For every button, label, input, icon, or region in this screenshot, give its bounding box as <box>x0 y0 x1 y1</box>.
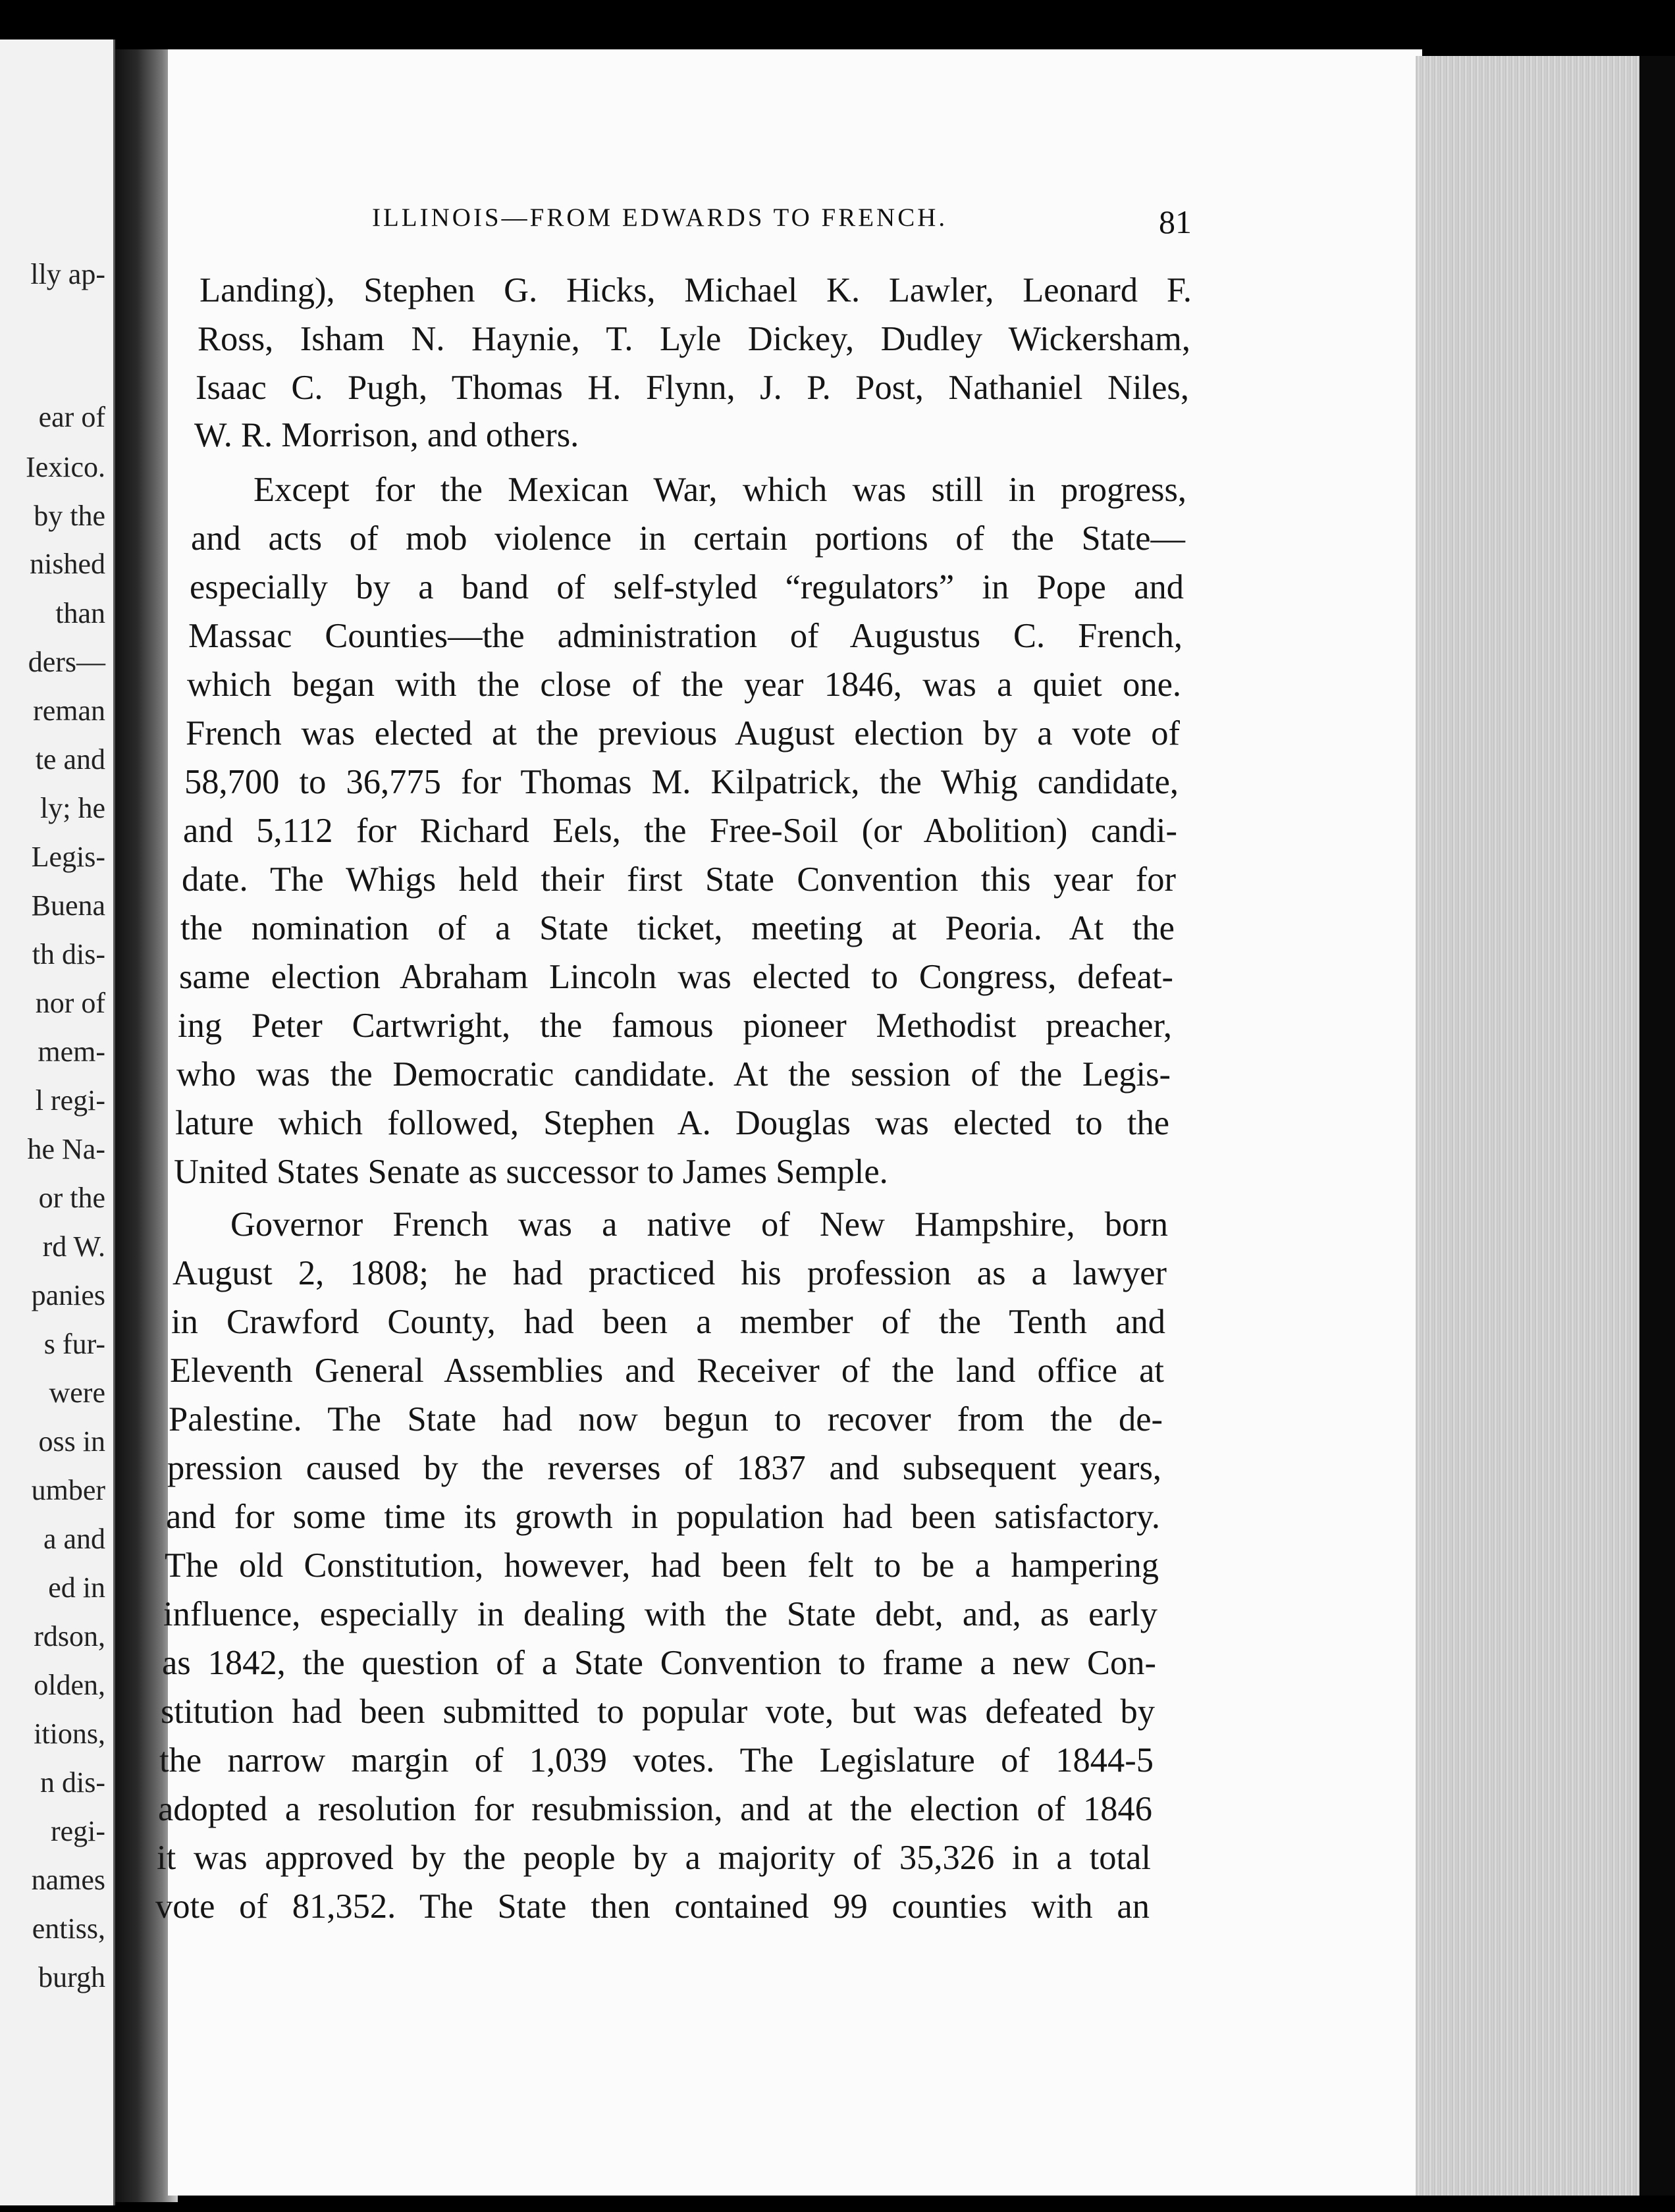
left-page-line: s fur- <box>43 1328 105 1360</box>
left-page-line: by the <box>34 500 105 532</box>
body-line: Palestine. The State had now begun to recover from the de- <box>169 1400 1163 1438</box>
left-page-line: nished <box>30 548 105 580</box>
body-line: as 1842, the question of a State Convention to frame a new Con- <box>162 1644 1156 1682</box>
body-line: the narrow margin of 1,039 votes. The Legislature of 1844-5 <box>159 1741 1154 1779</box>
body-line: Massac Counties—the administration of Augustus C. French, <box>188 617 1183 655</box>
left-page-line: he Na- <box>27 1133 105 1165</box>
left-page-line: ly; he <box>40 792 105 824</box>
body-line: it was approved by the people by a majority of 35,326 in a total <box>157 1839 1151 1877</box>
body-line: Except for the Mexican War, which was still in progress, <box>253 471 1186 509</box>
body-line: The old Constitution, however, had been felt to be a hampering <box>165 1546 1159 1585</box>
left-page-line: th dis- <box>32 938 105 970</box>
left-page-line: names <box>31 1864 105 1896</box>
body-line: August 2, 1808; he had practiced his profession as a lawyer <box>173 1254 1167 1292</box>
body-line: influence, especially in dealing with the State debt, and, as early <box>163 1595 1157 1633</box>
left-page-line: mem- <box>38 1036 105 1068</box>
body-line: Ross, Isham N. Haynie, T. Lyle Dickey, Dudley Wickersham, <box>198 320 1190 358</box>
body-line: same election Abraham Lincoln was elected to Congress, defeat- <box>179 958 1173 996</box>
left-page-line: regi- <box>50 1815 105 1847</box>
left-page-line: Iexico. <box>26 451 105 483</box>
body-line: Governor French was a native of New Hampshire, born <box>230 1205 1168 1244</box>
left-page-line: oss in <box>38 1425 105 1458</box>
left-page-line: ders— <box>28 646 105 678</box>
body-line: vote of 81,352. The State then contained 99 counties with an <box>155 1887 1150 1926</box>
body-line: and for some time its growth in population had been satisfactory. <box>166 1498 1160 1536</box>
left-page-line: reman <box>33 695 105 727</box>
body-line: lature which followed, Stephen A. Douglas was elected to the <box>175 1104 1169 1142</box>
left-page-line: Buena <box>31 889 105 922</box>
left-page-line: a and <box>43 1523 105 1555</box>
left-facing-page <box>0 40 115 2205</box>
body-line: which began with the close of the year 1846, was a quiet one. <box>187 666 1181 704</box>
left-page-line: entiss, <box>32 1912 105 1945</box>
left-page-line: than <box>55 597 105 629</box>
edge-shadow <box>1639 56 1675 2196</box>
left-page-line: olden, <box>34 1669 105 1701</box>
page-block-edge <box>1416 56 1646 2196</box>
body-line: stitution had been submitted to popular vote, but was defeated by <box>161 1693 1155 1731</box>
left-page-line: rdson, <box>34 1620 105 1652</box>
body-line: United States Senate as successor to James Semple. <box>174 1153 888 1191</box>
body-line: pression caused by the reverses of 1837 and subsequent years, <box>167 1449 1161 1487</box>
running-head: ILLINOIS—FROM EDWARDS TO FRENCH. <box>372 203 948 232</box>
body-line: who was the Democratic candidate. At the session of the Legis- <box>176 1055 1171 1093</box>
left-page-line: lly ap- <box>30 258 105 290</box>
body-line: the nomination of a State ticket, meeting at Peoria. At the <box>180 909 1175 947</box>
body-line: 58,700 to 36,775 for Thomas M. Kilpatrick, the Whig candidate, <box>184 763 1179 801</box>
body-line: Eleventh General Assemblies and Receiver of the land office at <box>170 1352 1164 1390</box>
body-line: Landing), Stephen G. Hicks, Michael K. Lawler, Leonard F. <box>199 271 1192 309</box>
page-number: 81 <box>1159 203 1192 240</box>
left-page-line: were <box>49 1377 105 1409</box>
left-page-line: te and <box>35 743 105 776</box>
body-line: especially by a band of self-styled “regulators” in Pope and <box>190 568 1184 606</box>
body-line: ing Peter Cartwright, the famous pioneer Methodist preacher, <box>178 1007 1172 1045</box>
body-line: French was elected at the previous August election by a vote of <box>186 714 1180 752</box>
left-page-line: itions, <box>34 1718 105 1750</box>
body-line: and 5,112 for Richard Eels, the Free-Soil (or Abolition) candi- <box>183 812 1177 850</box>
body-line: W. R. Morrison, and others. <box>194 416 579 454</box>
body-line: and acts of mob violence in certain portions of the State— <box>191 519 1185 558</box>
body-line: in Crawford County, had been a member of the Tenth and <box>171 1303 1165 1341</box>
left-page-line: panies <box>31 1279 105 1311</box>
left-page-line: or the <box>38 1182 105 1214</box>
left-page-line: l regi- <box>35 1084 105 1117</box>
left-page-line: n dis- <box>40 1766 105 1799</box>
body-line: adopted a resolution for resubmission, and at the election of 1846 <box>158 1790 1152 1828</box>
body-line: date. The Whigs held their first State Convention this year for <box>182 860 1176 899</box>
left-page-line: umber <box>31 1474 105 1506</box>
body-line: Isaac C. Pugh, Thomas H. Flynn, J. P. Post, Nathaniel Niles, <box>196 369 1189 407</box>
left-page-line: rd W. <box>42 1230 105 1263</box>
left-page-line: nor of <box>35 987 105 1019</box>
left-page-line: Legis- <box>31 841 105 873</box>
left-page-line: burgh <box>38 1961 105 1993</box>
left-page-line: ed in <box>48 1571 105 1604</box>
left-page-line: ear of <box>38 401 105 433</box>
